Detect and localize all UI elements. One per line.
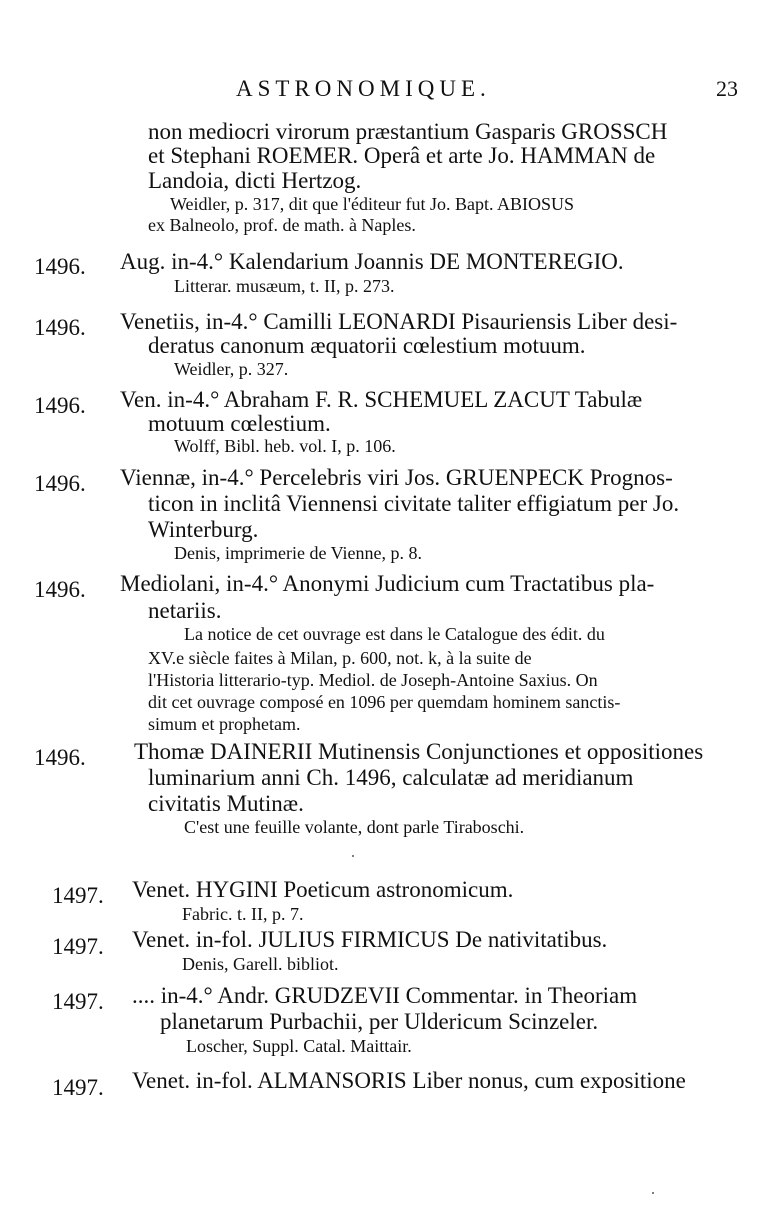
text-line: Venetiis, in-4.° Camilli LEONARDI Pisauriensis Liber desi- xyxy=(120,309,678,334)
page-header xyxy=(0,76,766,106)
text-line: Mediolani, in-4.° Anonymi Judicium cum Tractatibus pla- xyxy=(120,571,655,596)
entry-year: 1497. xyxy=(52,989,104,1014)
text-line: Thomæ DAINERII Mutinensis Conjunctiones et oppositiones xyxy=(134,739,704,764)
text-line: Venet. HYGINI Poeticum astronomicum. xyxy=(132,877,514,902)
citation-line: Loscher, Suppl. Catal. Maittair. xyxy=(186,1036,412,1056)
paper-speck xyxy=(652,1192,654,1194)
text-line: Venet. in-fol. JULIUS FIRMICUS De nativitatibus. xyxy=(132,927,608,952)
running-title: ASTRONOMIQUE. xyxy=(236,76,491,101)
paper-speck xyxy=(352,855,354,857)
citation-line: ex Balneolo, prof. de math. à Naples. xyxy=(148,215,416,235)
entry-year: 1496. xyxy=(34,315,86,340)
text-line: Aug. in-4.° Kalendarium Joannis DE MONTEREGIO. xyxy=(120,249,624,274)
note-line: simum et prophetam. xyxy=(148,714,301,734)
text-line: civitatis Mutinæ. xyxy=(148,791,304,816)
note-line: XV.e siècle faites à Milan, p. 600, not. k, à la suite de xyxy=(148,648,532,668)
text-line: netariis. xyxy=(148,598,222,623)
entry-year: 1497. xyxy=(52,1075,104,1100)
text-line: non mediocri virorum præstantium Gasparis GROSSCH xyxy=(148,119,668,144)
entry-year: 1497. xyxy=(52,934,104,959)
entry-year: 1496. xyxy=(34,471,86,496)
entry-year: 1497. xyxy=(52,883,104,908)
text-line: .... in-4.° Andr. GRUDZEVII Commentar. in Theoriam xyxy=(132,983,638,1008)
citation-line: Denis, imprimerie de Vienne, p. 8. xyxy=(174,543,423,563)
text-line: planetarum Purbachii, per Uldericum Scinzeler. xyxy=(160,1009,599,1034)
text-line: Venet. in-fol. ALMANSORIS Liber nonus, cum expositione xyxy=(132,1068,686,1093)
citation-line: Weidler, p. 327. xyxy=(174,359,289,379)
text-line: Landoia, dicti Hertzog. xyxy=(148,168,362,193)
citation-line: Weidler, p. 317, dit que l'éditeur fut Jo. Bapt. ABIOSUS xyxy=(170,194,575,214)
citation-line: Wolff, Bibl. heb. vol. I, p. 106. xyxy=(174,436,396,456)
text-line: motuum cœlestium. xyxy=(148,411,331,436)
entry-year: 1496. xyxy=(34,393,86,418)
text-line: luminarium anni Ch. 1496, calculatæ ad meridianum xyxy=(148,765,634,790)
citation-line: Litterar. musæum, t. II, p. 273. xyxy=(174,276,395,296)
text-line: Viennæ, in-4.° Percelebris viri Jos. GRUENPECK Prognos- xyxy=(120,465,673,490)
text-line: Winterburg. xyxy=(148,517,259,542)
entry-year: 1496. xyxy=(34,577,86,602)
text-line: et Stephani ROEMER. Operâ et arte Jo. HAMMAN de xyxy=(148,143,656,168)
page-number: 23 xyxy=(716,76,738,101)
text-line: Ven. in-4.° Abraham F. R. SCHEMUEL ZACUT Tabulæ xyxy=(120,387,643,412)
text-line: deratus canonum æquatorii cœlestium motuum. xyxy=(148,333,586,358)
note-line: l'Historia litterario-typ. Mediol. de Joseph-Antoine Saxius. On xyxy=(148,670,598,690)
text-line: ticon in inclitâ Viennensi civitate taliter effigiatum per Jo. xyxy=(148,491,680,516)
note-line: dit cet ouvrage composé en 1096 per quemdam hominem sanctis- xyxy=(148,692,621,712)
note-line: La notice de cet ouvrage est dans le Catalogue des édit. du xyxy=(184,624,605,644)
citation-line: Fabric. t. II, p. 7. xyxy=(182,904,304,924)
entry-year: 1496. xyxy=(34,745,86,770)
citation-line: Denis, Garell. bibliot. xyxy=(182,954,339,974)
note-line: C'est une feuille volante, dont parle Tiraboschi. xyxy=(184,817,525,837)
entry-year: 1496. xyxy=(34,254,86,279)
